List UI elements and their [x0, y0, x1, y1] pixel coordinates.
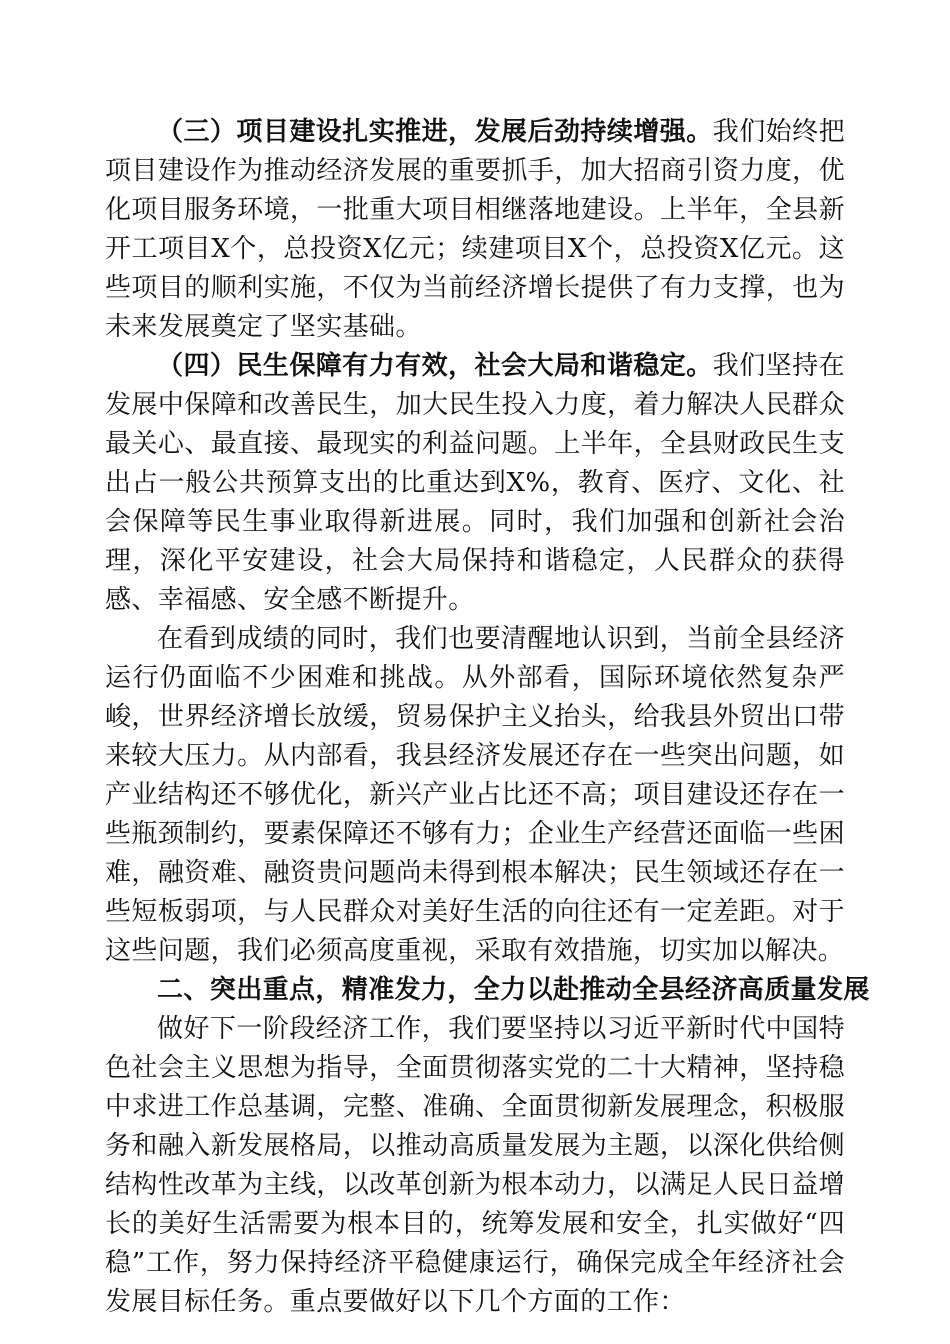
paragraph-challenges — [105, 620, 845, 971]
paragraph-heading: （三）项目建设扎实推进，发展后劲持续增强。 — [157, 117, 713, 147]
paragraph-heading: （四）民生保障有力有效，社会大局和谐稳定。 — [157, 351, 713, 381]
paragraph-project-construction — [105, 113, 845, 347]
paragraph-text: 我们始终把项目建设作为推动经济发展的重要抓手，加大招商引资力度，优化项目服务环境，一批重大项目相继落地建设。上半年，全县新开工项目X个，总投资X亿元；续建项目X个，总投资X亿元。这些项目的顺利实施，不仅为当前经济增长提供了有力支撑，也为未来发展奠定了坚实基础。 — [105, 117, 845, 342]
section-heading: 二、突出重点，精准发力，全力以赴推动全县经济高质量发展 — [157, 975, 870, 1005]
paragraph-next-stage — [105, 1010, 845, 1322]
document-body — [105, 113, 870, 1322]
paragraph-livelihood — [105, 347, 845, 620]
paragraph-text: 我们坚持在发展中保障和改善民生，加大民生投入力度，着力解决人民群众最关心、最直接、最现实的利益问题。上半年，全县财政民生支出占一般公共预算支出的比重达到X%，教育、医疗、文化、社会保障等民生事业取得新进展。同时，我们加强和创新社会治理，深化平安建设，社会大局保持和谐稳定，人民群众的获得感、幸福感、安全感不断提升。 — [105, 351, 845, 615]
paragraph-text: 在看到成绩的同时，我们也要清醒地认识到，当前全县经济运行仍面临不少困难和挑战。从外部看，国际环境依然复杂严峻，世界经济增长放缓，贸易保护主义抬头，给我县外贸出口带来较大压力。从内部看，我县经济发展还存在一些突出问题，如产业结构还不够优化，新兴产业占比还不高；项目建设还存在一些瓶颈制约，要素保障还不够有力；企业生产经营还面临一些困难，融资难、融资贵问题尚未得到根本解决；民生领域还存在一些短板弱项，与人民群众对美好生活的向往还有一定差距。对于这些问题，我们必须高度重视，采取有效措施，切实加以解决。 — [105, 624, 845, 966]
paragraph-text: 做好下一阶段经济工作，我们要坚持以习近平新时代中国特色社会主义思想为指导，全面贯彻落实党的二十大精神，坚持稳中求进工作总基调，完整、准确、全面贯彻新发展理念，积极服务和融入新发展格局，以推动高质量发展为主题，以深化供给侧结构性改革为主线，以改革创新为根本动力，以满足人民日益增长的美好生活需要为根本目的，统筹发展和安全，扎实做好“四稳”工作，努力保持经济平稳健康运行，确保完成全年经济社会发展目标任务。重点要做好以下几个方面的工作： — [105, 1014, 845, 1317]
